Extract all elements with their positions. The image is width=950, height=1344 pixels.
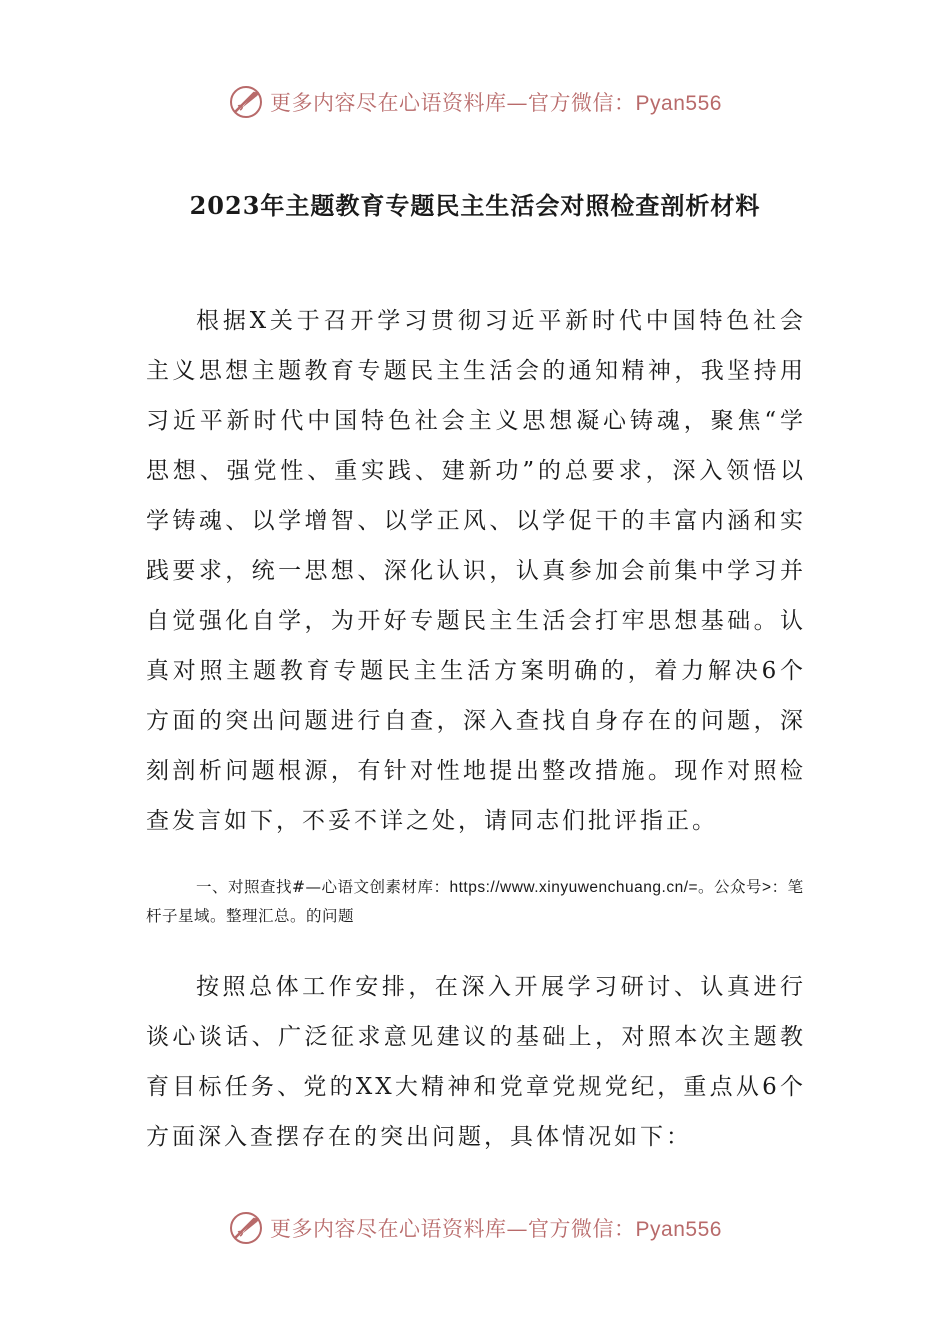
intro-paragraph: 根据X关于召开学习贯彻习近平新时代中国特色社会主义思想主题教育专题民主生活会的通知精神，我坚持用习近平新时代中国特色社会主义思想凝心铸魂，聚焦“学思想、强党性、重实践、建新功”的总要求，深入领悟以学铸魂、以学增智、以学正风、以学促干的丰富内涵和实践要求，统一思想、深化认识，认真参加会前集中学习并自觉强化自学，为开好专题民主生活会打牢思想基础。认真对照主题教育专题民主生活方案明确的，着力解决6个方面的突出问题进行自查，深入查找自身存在的问题，深刻剖析问题根源，有针对性地提出整改措施。现作对照检查发言如下，不妥不详之处，请同志们批评指正。: [146, 308, 806, 834]
source-link[interactable]: https://www.xinyuwenchuang.cn/=。公众号>：笔杆子星域。整理汇总。的问题: [146, 879, 804, 925]
wechat-id: Pyan556: [635, 1218, 722, 1241]
banner-text: 更多内容尽在心语资料库—官方微信：Pyan556: [270, 1217, 722, 1241]
wechat-id: Pyan556: [635, 92, 722, 115]
footer-banner: [0, 1210, 950, 1246]
document-title: 2023年主题教育专题民主生活会对照检查剖析材料: [189, 191, 761, 220]
quill-logo-icon: [228, 84, 264, 120]
banner-text: 更多内容尽在心语资料库—官方微信：Pyan556: [270, 91, 722, 115]
header-banner: [0, 84, 950, 120]
body-paragraph: 按照总体工作安排，在深入开展学习研讨、认真进行谈心谈话、广泛征求意见建议的基础上，对照本次主题教育目标任务、党的XX大精神和党章党规党纪，重点从6个方面深入查摆存在的突出问题，具体情况如下：: [146, 974, 806, 1150]
quill-logo-icon: [228, 1210, 264, 1246]
section-heading: 一、对照查找#—心语文创素材库：https://www.xinyuwenchuang.cn/=。公众号>：笔杆子星域。整理汇总。的问题: [146, 878, 804, 925]
